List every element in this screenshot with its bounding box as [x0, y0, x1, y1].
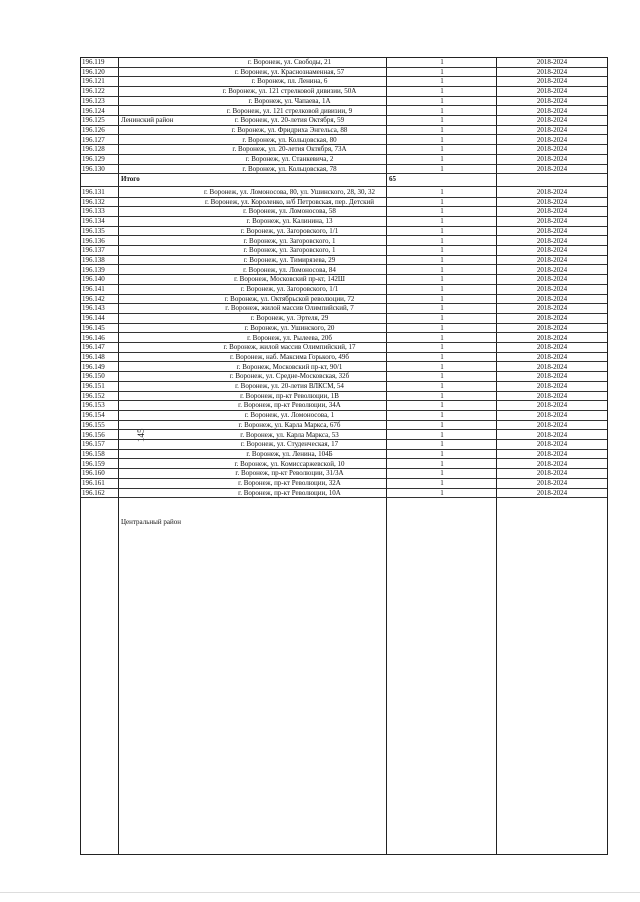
- row-number: 196.158: [82, 449, 105, 458]
- table-row: [81, 489, 607, 499]
- row-period: 2018-2024: [536, 265, 568, 274]
- row-number: 196.138: [82, 255, 105, 264]
- row-number: 196.137: [82, 246, 105, 255]
- row-address: г. Воронеж, ул. Ломоносова, 80, ул. Ушинского, 28, 30, 32: [203, 188, 376, 196]
- table-row: [81, 188, 607, 198]
- row-quantity: 1: [440, 246, 444, 255]
- row-period: 2018-2024: [536, 401, 568, 410]
- row-address: г. Воронеж, жилой массив Олимпийский, 7: [225, 304, 354, 313]
- table-row: [81, 68, 607, 78]
- table-row: [81, 266, 607, 276]
- page-number: 145: [136, 428, 146, 442]
- table-row: [81, 58, 607, 68]
- row-address: г. Воронеж, ул. Короленко, н/б Петровская, пер. Детский: [204, 197, 374, 206]
- row-address: г. Воронеж, ул. 121 стрелковой дивизии, 9: [226, 106, 353, 115]
- row-number: 196.125: [82, 116, 105, 125]
- row-address: г. Воронеж, пр-кт Революции, 34А: [238, 401, 341, 410]
- row-quantity: 1: [440, 125, 444, 134]
- row-quantity: 1: [440, 155, 444, 163]
- table-row: [81, 314, 607, 324]
- row-period: 2018-2024: [536, 164, 568, 173]
- row-period: 2018-2024: [536, 155, 568, 163]
- row-address: г. Воронеж, ул. Средне-Московская, 32б: [229, 372, 350, 381]
- row-address: г. Воронеж, пр-кт Революции, 10А: [238, 488, 341, 497]
- row-quantity: 1: [440, 285, 444, 293]
- row-number: 196.130: [82, 164, 105, 173]
- row-quantity: 1: [440, 352, 444, 361]
- table-row: [81, 136, 607, 146]
- row-quantity: 1: [440, 116, 444, 125]
- row-quantity: 1: [440, 323, 444, 332]
- table-row: [81, 256, 607, 266]
- row-quantity: 1: [440, 77, 444, 86]
- table-row: [81, 401, 607, 411]
- row-number: 196.129: [82, 155, 105, 163]
- row-address: г. Воронеж, ул. Краснознаменная, 57: [234, 67, 345, 76]
- row-number: 196.141: [82, 285, 105, 293]
- registry-table: [80, 57, 608, 855]
- row-period: 2018-2024: [536, 420, 568, 429]
- row-address: г. Воронеж, наб. Максима Горького, 49б: [230, 352, 349, 361]
- row-address: г. Воронеж, пр-кт Революции, 32А: [238, 479, 341, 487]
- table-row: [81, 145, 607, 155]
- row-quantity: 1: [440, 430, 444, 439]
- row-quantity: 1: [440, 362, 444, 371]
- row-address: г. Воронеж, ул. 20-летия Октября, 73А: [232, 145, 347, 154]
- row-quantity: 1: [440, 217, 444, 226]
- row-address: г. Воронеж, ул. Загоровского, 1: [243, 236, 336, 245]
- table-row: [81, 107, 607, 117]
- row-quantity: 1: [440, 164, 444, 173]
- row-address: г. Воронеж, Московский пр-кт, 142Ш: [234, 275, 345, 284]
- row-number: 196.154: [82, 411, 105, 420]
- row-quantity: 1: [440, 333, 444, 342]
- row-address: г. Воронеж, ул. Карла Маркса, 67б: [238, 420, 341, 429]
- row-number: 196.157: [82, 440, 105, 449]
- row-period: 2018-2024: [536, 275, 568, 284]
- row-number: 196.147: [82, 343, 105, 352]
- row-quantity: 1: [440, 479, 444, 487]
- row-period: 2018-2024: [536, 343, 568, 352]
- row-number: 196.135: [82, 226, 105, 235]
- total-label: Итого: [121, 175, 140, 183]
- row-address: г. Воронеж, ул. Ломоносова, 1: [244, 411, 335, 420]
- row-quantity: 1: [440, 106, 444, 115]
- table-row: [81, 428, 607, 442]
- row-period: 2018-2024: [536, 207, 568, 216]
- row-period: 2018-2024: [536, 236, 568, 245]
- row-address: г. Воронеж, ул. Тимирязева, 29: [243, 255, 336, 264]
- row-address: г. Воронеж, ул. Карла Маркса, 53: [240, 430, 339, 439]
- row-quantity: 1: [440, 197, 444, 206]
- row-period: 2018-2024: [536, 314, 568, 323]
- row-period: 2018-2024: [536, 323, 568, 332]
- row-quantity: 1: [440, 382, 444, 390]
- row-quantity: 1: [440, 391, 444, 400]
- row-address: г. Воронеж, ул. Кольцовская, 80: [242, 135, 337, 144]
- table-row: [81, 155, 607, 165]
- table-row: [81, 227, 607, 237]
- row-address: г. Воронеж, ул. Ломоносова, 84: [243, 265, 336, 274]
- row-quantity: 1: [440, 449, 444, 458]
- row-quantity: 1: [440, 488, 444, 497]
- row-number: 196.156: [82, 430, 105, 439]
- table-row: [81, 217, 607, 227]
- row-period: 2018-2024: [536, 246, 568, 255]
- row-address: г. Воронеж, ул. Станкевича, 2: [245, 155, 334, 163]
- row-number: 196.131: [82, 188, 105, 196]
- row-address: г. Воронеж, ул. Ленина, 104Б: [246, 449, 333, 458]
- row-address: г. Воронеж, ул. Фридриха Энгельса, 88: [231, 125, 348, 134]
- row-quantity: 1: [440, 188, 444, 196]
- row-address: г. Воронеж, ул. Свободы, 21: [247, 58, 332, 66]
- table-row: [81, 126, 607, 136]
- row-quantity: 1: [440, 372, 444, 381]
- row-number: 196.148: [82, 352, 105, 361]
- row-address: г. Воронеж, пр-кт Революции, 31/3А: [235, 469, 344, 478]
- row-address: г. Воронеж, ул. Кольцовская, 78: [242, 164, 337, 173]
- row-number: 196.123: [82, 96, 105, 105]
- table-row: [81, 275, 607, 285]
- row-quantity: 1: [440, 343, 444, 352]
- row-quantity: 1: [440, 459, 444, 468]
- row-number: 196.151: [82, 382, 105, 390]
- district-leninsky: Ленинский район: [121, 116, 174, 124]
- row-number: 196.127: [82, 135, 105, 144]
- row-address: г. Воронеж, ул. Комиссаржевской, 10: [234, 459, 345, 468]
- row-period: 2018-2024: [536, 459, 568, 468]
- row-quantity: 1: [440, 469, 444, 478]
- row-address: г. Воронеж, ул. Октябрьской революции, 72: [224, 294, 355, 303]
- row-number: 196.144: [82, 314, 105, 323]
- row-period: 2018-2024: [536, 188, 568, 196]
- table-row: [81, 207, 607, 217]
- row-number: 196.162: [82, 488, 105, 497]
- table-row: [81, 372, 607, 382]
- row-period: 2018-2024: [536, 116, 568, 125]
- row-quantity: 1: [440, 420, 444, 429]
- row-quantity: 1: [440, 440, 444, 449]
- row-number: 196.133: [82, 207, 105, 216]
- row-period: 2018-2024: [536, 362, 568, 371]
- table-row: [81, 460, 607, 470]
- table-row: [81, 165, 607, 175]
- row-number: 196.134: [82, 217, 105, 226]
- row-number: 196.119: [82, 58, 105, 66]
- row-period: 2018-2024: [536, 294, 568, 303]
- row-period: 2018-2024: [536, 411, 568, 420]
- table-row: [81, 87, 607, 97]
- row-number: 196.121: [82, 77, 105, 86]
- row-address: г. Воронеж, Московский пр-кт, 90/1: [236, 362, 343, 371]
- row-number: 196.140: [82, 275, 105, 284]
- row-number: 196.155: [82, 420, 105, 429]
- row-period: 2018-2024: [536, 255, 568, 264]
- row-address: г. Воронеж, жилой массив Олимпийский, 17: [223, 343, 356, 352]
- row-number: 196.149: [82, 362, 105, 371]
- table-row: [81, 343, 607, 353]
- row-period: 2018-2024: [536, 106, 568, 115]
- row-period: 2018-2024: [536, 145, 568, 154]
- row-address: г. Воронеж, ул. Студенческая, 17: [240, 440, 339, 449]
- row-number: 196.159: [82, 459, 105, 468]
- table-row: [81, 363, 607, 373]
- row-number: 196.150: [82, 372, 105, 381]
- row-quantity: 1: [440, 294, 444, 303]
- row-period: 2018-2024: [536, 333, 568, 342]
- row-quantity: 1: [440, 401, 444, 410]
- row-period: 2018-2024: [536, 391, 568, 400]
- row-number: 196.146: [82, 333, 105, 342]
- row-address: г. Воронеж, ул. Рылеева, 20б: [247, 333, 332, 342]
- row-quantity: 1: [440, 96, 444, 105]
- table-row: [81, 77, 607, 87]
- table-row: [81, 285, 607, 295]
- row-period: 2018-2024: [536, 197, 568, 206]
- row-period: 2018-2024: [536, 479, 568, 487]
- row-quantity: 1: [440, 411, 444, 420]
- row-quantity: 1: [440, 275, 444, 284]
- row-number: 196.139: [82, 265, 105, 274]
- row-quantity: 1: [440, 255, 444, 264]
- row-period: 2018-2024: [536, 430, 568, 439]
- row-period: 2018-2024: [536, 96, 568, 105]
- row-number: 196.142: [82, 294, 105, 303]
- row-quantity: 1: [440, 58, 444, 66]
- row-period: 2018-2024: [536, 372, 568, 381]
- row-period: 2018-2024: [536, 352, 568, 361]
- row-number: 196.124: [82, 106, 105, 115]
- page-baseline: [0, 892, 640, 893]
- table-row: [81, 295, 607, 305]
- row-period: 2018-2024: [536, 67, 568, 76]
- row-quantity: 1: [440, 226, 444, 235]
- row-quantity: 1: [440, 145, 444, 154]
- row-number: 196.152: [82, 391, 105, 400]
- row-period: 2018-2024: [536, 58, 568, 66]
- row-quantity: 1: [440, 314, 444, 323]
- row-period: 2018-2024: [536, 77, 568, 86]
- table-row: [81, 440, 607, 450]
- table-row: [81, 237, 607, 247]
- row-number: 196.128: [82, 145, 105, 154]
- row-period: 2018-2024: [536, 87, 568, 96]
- row-address: г. Воронеж, ул. Чапаева, 1А: [248, 96, 331, 105]
- row-period: 2018-2024: [536, 217, 568, 226]
- row-address: г. Воронеж, ул. Загоровского, 1/1: [240, 285, 339, 293]
- row-quantity: 1: [440, 67, 444, 76]
- table-row: [81, 421, 607, 431]
- row-address: г. Воронеж, ул. 121 стрелковой дивизии, 50А: [222, 87, 357, 96]
- row-number: 196.161: [82, 479, 105, 487]
- row-period: 2018-2024: [536, 469, 568, 478]
- table-row: [81, 324, 607, 334]
- table-row: [81, 334, 607, 344]
- row-address: г. Воронеж, ул. Эртеля, 29: [250, 314, 329, 323]
- row-address: г. Воронеж, ул. Загоровского, 1/1: [240, 226, 339, 235]
- row-number: 196.120: [82, 67, 105, 76]
- table-row: [81, 353, 607, 363]
- row-quantity: 1: [440, 304, 444, 313]
- row-period: 2018-2024: [536, 440, 568, 449]
- row-quantity: 1: [440, 207, 444, 216]
- row-period: 2018-2024: [536, 226, 568, 235]
- row-number: 196.132: [82, 197, 105, 206]
- total-value: 65: [389, 175, 396, 183]
- row-period: 2018-2024: [536, 135, 568, 144]
- row-period: 2018-2024: [536, 449, 568, 458]
- row-quantity: 1: [440, 87, 444, 96]
- row-number: 196.136: [82, 236, 105, 245]
- table-row: [81, 382, 607, 392]
- table-row: [81, 246, 607, 256]
- row-address: г. Воронеж, пр-кт Революции, 1В: [240, 391, 339, 400]
- table-row: [81, 450, 607, 460]
- row-quantity: 1: [440, 236, 444, 245]
- row-quantity: 1: [440, 265, 444, 274]
- row-number: 196.153: [82, 401, 105, 410]
- table-row: [81, 304, 607, 314]
- row-number: 196.145: [82, 323, 105, 332]
- total-row: [81, 175, 607, 187]
- row-address: г. Воронеж, ул. 20-летия ВЛКСМ, 54: [235, 382, 344, 390]
- row-number: 196.122: [82, 87, 105, 96]
- row-address: г. Воронеж, ул. Ушинского, 20: [244, 323, 335, 332]
- row-number: 196.160: [82, 469, 105, 478]
- row-period: 2018-2024: [536, 304, 568, 313]
- table-row: [81, 411, 607, 421]
- row-address: г. Воронеж, ул. Ломоносова, 58: [243, 207, 336, 216]
- row-period: 2018-2024: [536, 382, 568, 390]
- row-period: 2018-2024: [536, 488, 568, 497]
- row-period: 2018-2024: [536, 125, 568, 134]
- row-address: г. Воронеж, ул. Калинина, 13: [246, 217, 333, 226]
- table-row: [81, 392, 607, 402]
- row-address: г. Воронеж, ул. 20-летия Октября, 59: [234, 116, 345, 125]
- row-address: г. Воронеж, пл. Ленина, 6: [251, 77, 328, 86]
- table-row: [81, 479, 607, 489]
- district-centralny: Центральный район: [121, 518, 181, 526]
- row-number: 196.143: [82, 304, 105, 313]
- table-row: [81, 97, 607, 107]
- table-row: [81, 198, 607, 208]
- row-quantity: 1: [440, 135, 444, 144]
- row-period: 2018-2024: [536, 285, 568, 293]
- table-row: [81, 469, 607, 479]
- row-address: г. Воронеж, ул. Загоровского, 1: [243, 246, 336, 255]
- row-number: 196.126: [82, 125, 105, 134]
